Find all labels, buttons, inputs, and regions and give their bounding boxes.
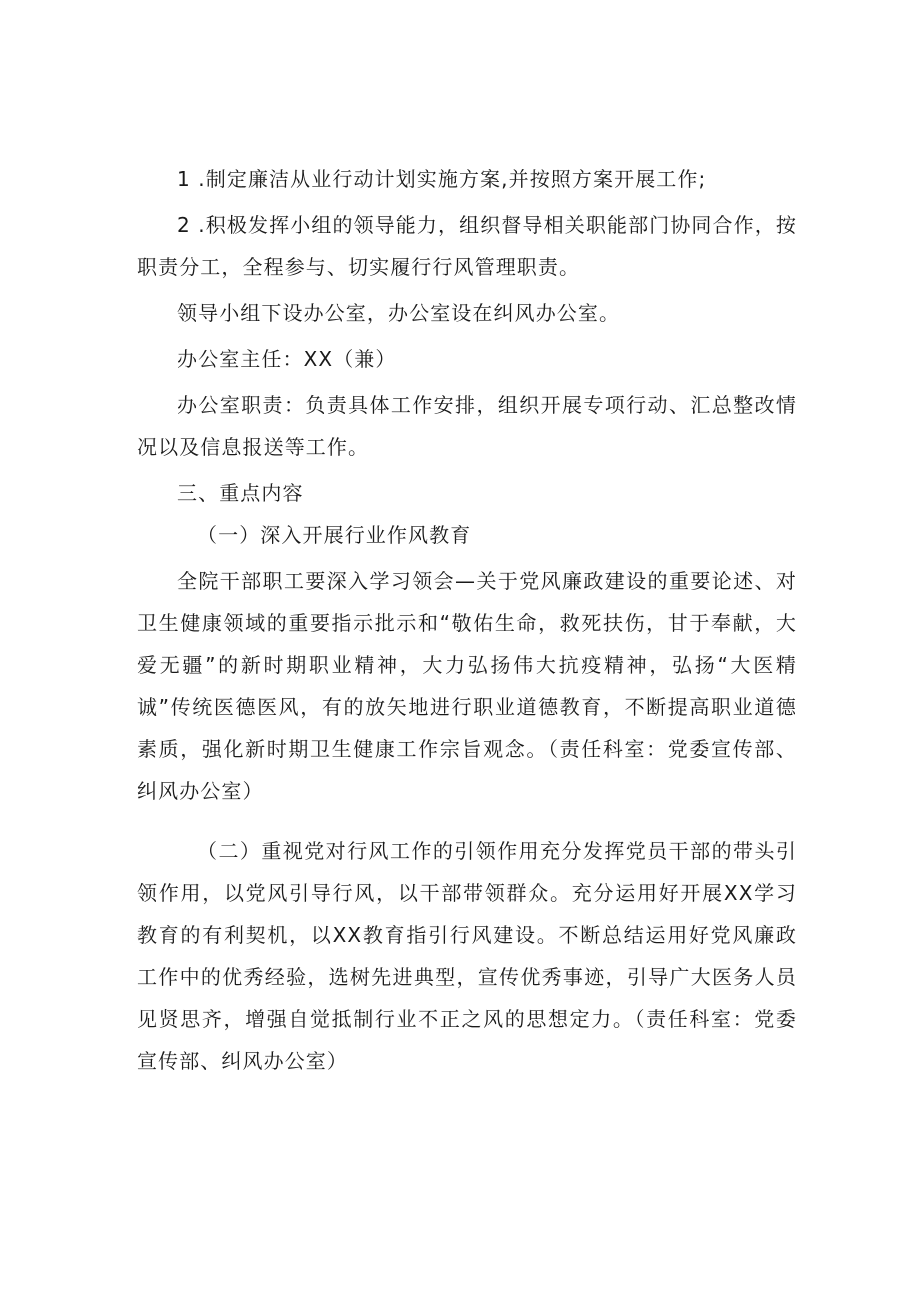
paragraph-office-setup: 领导小组下设办公室，办公室设在纠风办公室。 — [177, 301, 621, 325]
paragraph-item-2: 2 .积极发挥小组的领导能力，组织督导相关职能部门协同合作，按职责分工，全程参与、切实履行行风管理职责。 — [137, 213, 797, 279]
paragraph-office-duties: 办公室职责：负责具体工作安排，组织开展专项行动、汇总整改情况以及信息报送等工作。 — [137, 393, 797, 459]
paragraph-education: 全院干部职工要深入学习领会—关于党风廉政建设的重要论述、对卫生健康领域的重要指示批示和“敬佑生命，救死扶伤，甘于奉献，大爱无疆”的新时期职业精神，大力弘扬伟大抗疫精神，弘扬“大医精诚”传统医德医风，有的放矢地进行职业道德教育，不断提高职业道德素质，强化新时期卫生健康工作宗旨观念。（责任科室：党委宣传部、纠风办公室） — [137, 569, 797, 803]
subsection-heading-1: （一）深入开展行业作风教育 — [197, 523, 472, 547]
paragraph-party-leadership: （二）重视党对行风工作的引领作用充分发挥党员干部的带头引领作用，以党风引导行风，以干部带领群众。充分运用好开展XX学习教育的有利契机，以XX教育指引行风建设。不断总结运用好党风廉政工作中的优秀经验，选树先进典型，宣传优秀事迹，引导广大医务人员见贤思齐，增强自觉抵制行业不正之风的思想定力。（责任科室：党委宣传部、纠风办公室） — [137, 839, 797, 1073]
paragraph-item-1: 1 .制定廉洁从业行动计划实施方案,并按照方案开展工作; — [177, 167, 707, 191]
paragraph-office-director: 办公室主任：XX（兼） — [177, 347, 397, 371]
section-heading: 三、重点内容 — [177, 481, 304, 505]
document-body — [137, 158, 797, 1082]
